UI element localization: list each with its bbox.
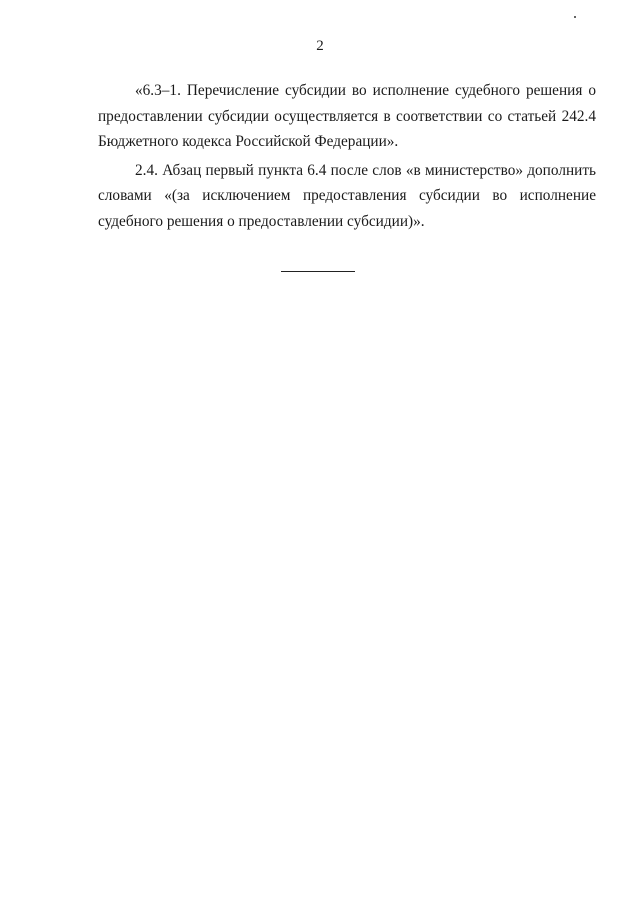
page-number: 2	[316, 38, 324, 54]
document-body	[98, 78, 596, 237]
end-of-text-rule	[281, 271, 355, 272]
scan-speck	[574, 16, 576, 18]
paragraph-6-3-1: «6.3–1. Перечисление субсидии во исполнение судебного решения о предоставлении субсидии осуществляется в соответствии со статьей 242.4 Бюджетного кодекса Российской Федерации».	[98, 82, 596, 150]
paragraph-2-4: 2.4. Абзац первый пункта 6.4 после слов «в министерство» дополнить словами «(за исключением предоставления субсидии во исполнение судебного решения о предоставлении субсидии)».	[98, 161, 596, 230]
